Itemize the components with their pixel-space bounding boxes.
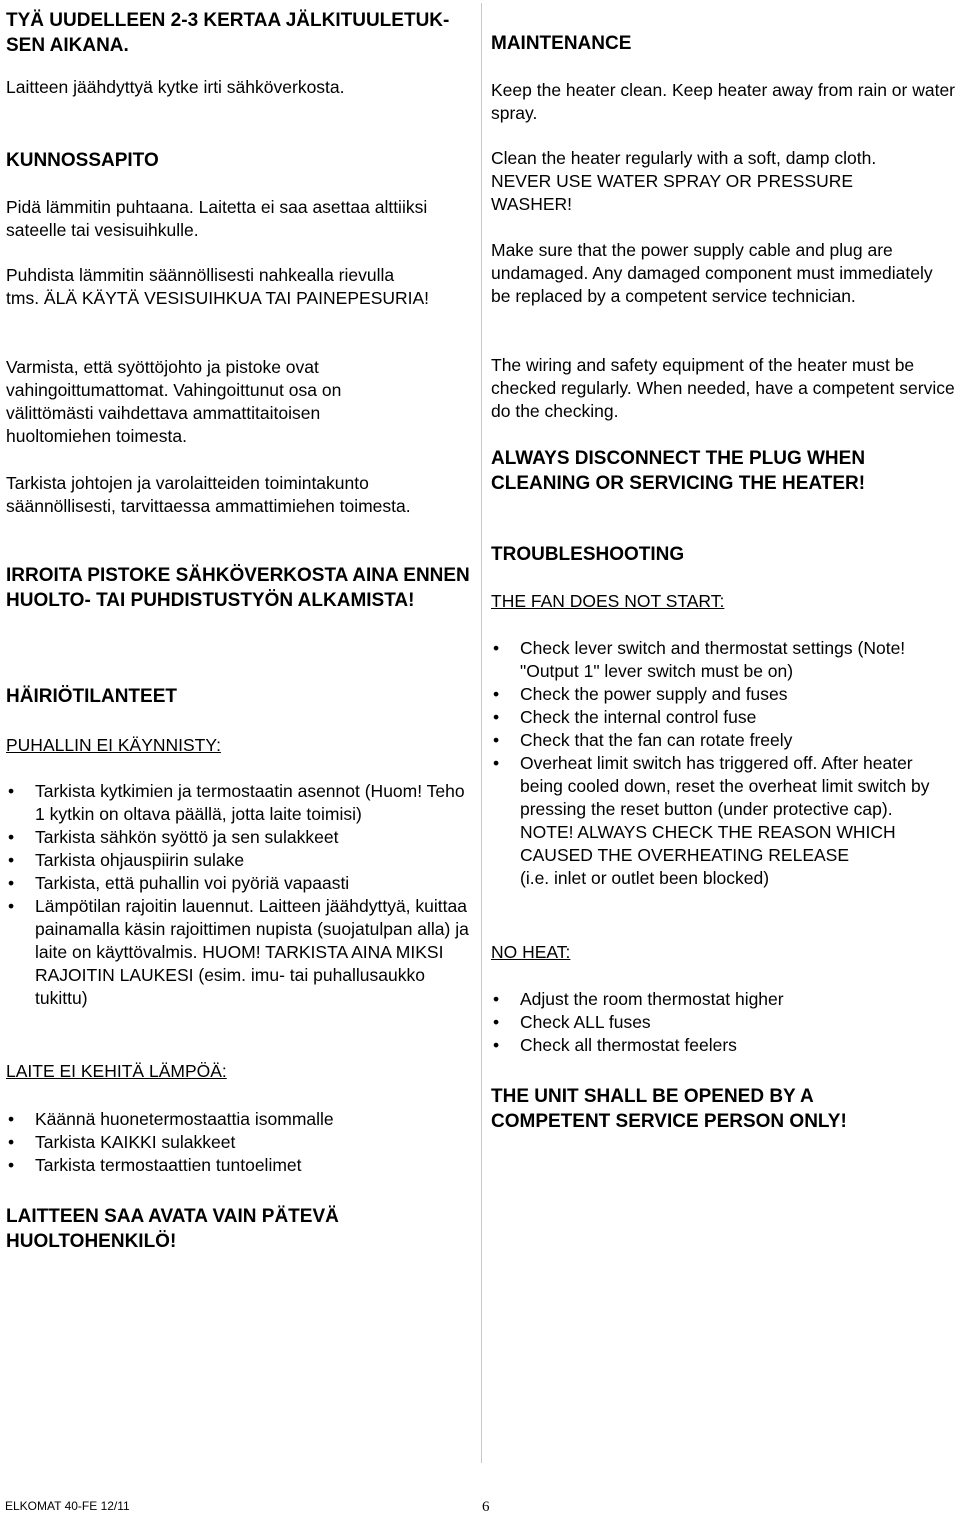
list-item: • Tarkista KAIKKI sulakkeet [6, 1131, 472, 1154]
heat-checklist-en [491, 988, 956, 1057]
list-item: • Tarkista ohjauspiirin sulake [6, 849, 472, 872]
overheat-reason: (i.e. inlet or outlet been blocked) [520, 868, 770, 888]
list-item: • Tarkista, että puhallin voi pyöriä vapaasti [6, 872, 472, 895]
maintenance-paragraph-4: Tarkista johtojen ja varolaitteiden toimintakunto säännöllisesti, tarvittaessa ammattimiehen toimesta. [6, 473, 411, 516]
intro-heading: TYÄ UUDELLEEN 2-3 KERTAA JÄLKITUULETUK-SEN AIKANA. [6, 10, 450, 56]
service-warning-fi: LAITTEEN SAA AVATA VAIN PÄTEVÄ HUOLTOHENKILÖ! [6, 1206, 339, 1252]
maintenance-paragraph-1-en: Keep the heater clean. Keep heater away from rain or water spray. [491, 80, 956, 123]
heat-checklist-fi [6, 1108, 472, 1177]
list-item: • Check that the fan can rotate freely [491, 729, 960, 752]
list-item: • Adjust the room thermostat higher [491, 988, 956, 1011]
list-item: • Käännä huonetermostaattia isommalle [6, 1108, 472, 1131]
fan-checklist-en [491, 637, 960, 890]
maintenance-paragraph-4-en: The wiring and safety equipment of the heater must be checked regularly. When needed, have a competent service do the checking. [491, 355, 955, 421]
list-item: • Tarkista kytkimien ja termostaatin asennot (Huom! Teho 1 kytkin on oltava päällä, jotta laite toimisi) [6, 780, 472, 826]
disconnect-warning-fi: IRROITA PISTOKE SÄHKÖVERKOSTA AINA ENNEN HUOLTO- TAI PUHDISTUSTYÖN ALKAMISTA! [6, 565, 470, 611]
list-item: • Check ALL fuses [491, 1011, 956, 1034]
maintenance-heading-fi: KUNNOSSAPITO [6, 150, 159, 171]
intro-line: Laitteen jäähdyttyä kytke irti sähköverkosta. [6, 77, 345, 97]
fan-heading-fi: PUHALLIN EI KÄYNNISTY: [6, 735, 221, 755]
list-item [491, 752, 960, 890]
heat-heading-fi: LAITE EI KEHITÄ LÄMPÖÄ: [6, 1061, 227, 1081]
fan-heading-en: THE FAN DOES NOT START: [491, 591, 725, 611]
maintenance-heading-en: MAINTENANCE [491, 33, 632, 54]
list-item: • Tarkista sähkön syöttö ja sen sulakkeet [6, 826, 472, 849]
list-item: • Check lever switch and thermostat settings (Note! "Output 1" lever switch must be on) [491, 637, 960, 683]
footer-doc-code: ELKOMAT 40-FE 12/11 [5, 1499, 130, 1513]
list-item: • Tarkista termostaattien tuntoelimet [6, 1154, 472, 1177]
maintenance-paragraph-3: Varmista, että syöttöjohto ja pistoke ovat vahingoittumattomat. Vahingoittunut osa on välittömästi vaihdettava ammattitaitoisen huoltomiehen toimesta. [6, 357, 342, 446]
maintenance-paragraph-2: Puhdista lämmitin säännöllisesti nahkealla rievulla tms. ÄLÄ KÄYTÄ VESISUIHKUA TAI PAINEPESURIA! [6, 265, 430, 308]
troubleshooting-heading-en: TROUBLESHOOTING [491, 544, 685, 565]
list-item: • Lämpötilan rajoitin lauennut. Laitteen jäähdyttyä, kuittaa painamalla käsin rajoittimen nupista (suojatulpan alla) ja laite on käyttövalmis. HUOM! TARKISTA AINA MIKSI RAJOITIN LAUKESI (esim. imu- tai puhallusaukko tukittu) [6, 895, 472, 1010]
disconnect-warning-en: ALWAYS DISCONNECT THE PLUG WHEN CLEANING OR SERVICING THE HEATER! [491, 448, 866, 494]
list-item: • Check the internal control fuse [491, 706, 960, 729]
page-number: 6 [482, 1499, 490, 1515]
list-item: • Check the power supply and fuses [491, 683, 960, 706]
service-warning-en: THE UNIT SHALL BE OPENED BY A COMPETENT SERVICE PERSON ONLY! [491, 1086, 847, 1132]
troubleshooting-heading-fi: HÄIRIÖTILANTEET [6, 686, 177, 707]
list-item: • Check all thermostat feelers [491, 1034, 956, 1057]
fan-checklist-fi [6, 780, 472, 1010]
overheat-note: NOTE! ALWAYS CHECK THE REASON WHICH CAUSED THE OVERHEATING RELEASE [520, 822, 896, 865]
column-divider [481, 3, 482, 1463]
maintenance-paragraph-2a-en: Clean the heater regularly with a soft, damp cloth. [491, 148, 877, 168]
overheat-text: Overheat limit switch has triggered off. After heater being cooled down, reset the overheat limit switch by pressing the reset button (under protective cap). [520, 753, 930, 819]
maintenance-paragraph-2b-en: NEVER USE WATER SPRAY OR PRESSURE WASHER! [491, 171, 854, 214]
maintenance-paragraph-3-en: Make sure that the power supply cable and plug are undamaged. Any damaged component must immediately be replaced by a competent service technician. [491, 240, 933, 306]
heat-heading-en: NO HEAT: [491, 942, 571, 962]
maintenance-paragraph-1: Pidä lämmitin puhtaana. Laitetta ei saa asettaa alttiiksi sateelle tai vesisuihkulle. [6, 197, 428, 240]
